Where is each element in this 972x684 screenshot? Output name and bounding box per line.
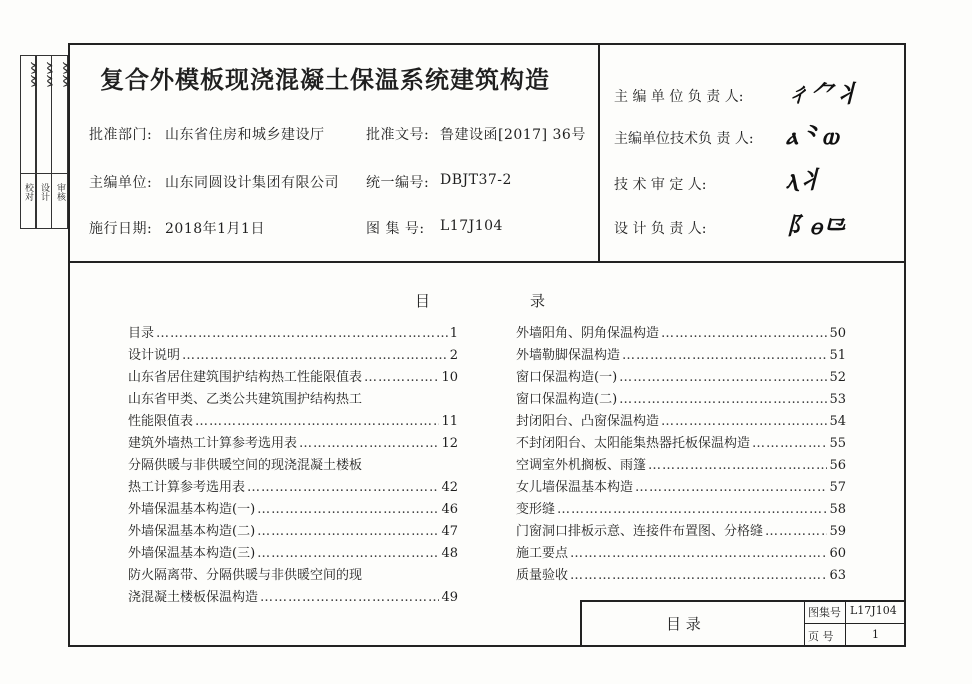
toc-item[interactable]: [128, 476, 458, 498]
binding-label-review: 审核: [55, 183, 65, 201]
toc-item-title: 外墙勒脚保温构造: [516, 348, 621, 363]
binding-strip: [20, 43, 71, 229]
toc-item[interactable]: [128, 322, 458, 344]
toc-item-title: 浇混凝土楼板保温构造: [128, 590, 259, 605]
toc-item-title: 山东省居住建筑围护结构热工性能限值表: [128, 370, 363, 385]
toc-item[interactable]: [128, 454, 458, 476]
atlas-no-label: 图 集 号:: [366, 221, 425, 237]
toc-item[interactable]: [516, 476, 846, 498]
toc-item-page: 54: [829, 414, 846, 429]
toc-item[interactable]: [516, 454, 846, 476]
binding-label-design: 设计: [39, 183, 49, 201]
toc-item-title: 热工计算参考选用表: [128, 480, 246, 495]
binding-signature-mark: 〻〻: [24, 61, 39, 87]
approval-dept-value: 山东省住房和城乡建设厅: [165, 127, 325, 143]
toc-item[interactable]: [516, 432, 846, 454]
responsible-label-design-head: 设 计 负 责 人:: [614, 221, 707, 237]
binding-row-divider: [20, 173, 68, 174]
toc-item-title: 女儿墙保温基本构造: [516, 480, 634, 495]
effective-date-label: 施行日期:: [89, 221, 153, 237]
document-title: 复合外模板现浇混凝土保温系统建筑构造: [100, 65, 550, 94]
toc-item-title: 目录: [128, 326, 155, 341]
binding-signature-mark: 〻〻: [40, 61, 55, 87]
toc-item-page: 63: [829, 568, 846, 583]
frame-divider-vertical: [598, 43, 600, 261]
toc-item-page: 60: [829, 546, 846, 561]
toc-item[interactable]: [516, 344, 846, 366]
title-block-atlas-label: 图集号: [808, 606, 841, 619]
toc-item[interactable]: [128, 586, 458, 608]
toc-item[interactable]: [128, 410, 458, 432]
toc-item-title: 分隔供暖与非供暖空间的现浇混凝土楼板: [128, 458, 363, 473]
toc-item-page: 58: [829, 502, 846, 517]
signature-unit-head: ㄔ⺈⺦: [786, 79, 858, 108]
toc-item-page: 46: [441, 502, 458, 517]
toc-item-title: 防火隔离带、分隔供暖与非供暖空间的现: [128, 568, 363, 583]
toc-item[interactable]: [516, 520, 846, 542]
toc-item-title: 山东省甲类、乙类公共建筑围护结构热工: [128, 392, 363, 407]
toc-item-title: 空调室外机搁板、雨篷: [516, 458, 647, 473]
toc-item-page: 2: [449, 348, 458, 363]
toc-item-title: 外墙保温基本构造(三): [128, 546, 256, 561]
responsible-label-unit-head: 主 编 单 位 负 责 人:: [614, 89, 744, 105]
toc-item[interactable]: [128, 564, 458, 586]
toc-item-page: 57: [829, 480, 846, 495]
toc-item-page: 53: [829, 392, 846, 407]
editor-unit-label: 主编单位:: [89, 175, 153, 191]
toc-item-title: 外墙保温基本构造(二): [128, 524, 256, 539]
toc-item[interactable]: [516, 498, 846, 520]
toc-item-page: 12: [441, 436, 458, 451]
approval-no-label: 批准文号:: [366, 127, 430, 143]
toc-item[interactable]: [516, 542, 846, 564]
toc-item-title: 建筑外墙热工计算参考选用表: [128, 436, 298, 451]
toc-item-title: 质量验收: [516, 568, 569, 583]
signature-design-head: ⻖ⲑ⺋: [786, 211, 846, 240]
title-block-sheet-title: 目 录: [666, 615, 701, 633]
toc-item-page: 48: [441, 546, 458, 561]
binding-signature-mark: 〻〻: [56, 61, 71, 87]
toc-item-page: 59: [829, 524, 846, 539]
toc-item-title: 不封闭阳台、太阳能集热器托板保温构造: [516, 436, 751, 451]
toc-item-page: 47: [441, 524, 458, 539]
responsible-label-tech-head: 主编单位技术负 责 人:: [614, 131, 754, 147]
toc-item-title: 外墙保温基本构造(一): [128, 502, 256, 517]
toc-item-title: 性能限值表: [128, 414, 194, 429]
toc-item-title: 窗口保温构造(二): [516, 392, 618, 407]
title-block: [580, 600, 906, 647]
approval-no-value: 鲁建设函[2017] 36号: [440, 127, 586, 143]
toc-item[interactable]: [128, 388, 458, 410]
unified-no-value: DBJT37-2: [440, 172, 512, 188]
toc-item[interactable]: [516, 388, 846, 410]
toc-item[interactable]: [516, 366, 846, 388]
toc-item[interactable]: [516, 410, 846, 432]
editor-unit-value: 山东同圆设计集团有限公司: [165, 175, 339, 191]
toc-item-title: 门窗洞口排板示意、连接件布置图、分格缝: [516, 524, 764, 539]
responsible-label-reviewer: 技 术 审 定 人:: [614, 177, 707, 193]
toc-item[interactable]: [128, 366, 458, 388]
title-block-atlas-value: L17J104: [850, 604, 897, 617]
toc-item-page: 10: [441, 370, 458, 385]
toc-item-title: 窗口保温构造(一): [516, 370, 618, 385]
signature-tech-head: ⲁ⺀ⲱ: [786, 121, 839, 150]
toc-item-title: 设计说明: [128, 348, 181, 363]
toc-item-page: 56: [829, 458, 846, 473]
toc-item-page: 1: [449, 326, 458, 341]
title-block-page-label: 页 号: [808, 630, 834, 643]
toc-item-page: 50: [829, 326, 846, 341]
toc-item[interactable]: [516, 564, 846, 586]
toc-item[interactable]: [128, 520, 458, 542]
toc-item[interactable]: [128, 542, 458, 564]
toc-item-title: 变形缝: [516, 502, 556, 517]
toc-item[interactable]: [128, 344, 458, 366]
frame-divider-horizontal: [68, 261, 906, 263]
toc-item-title: 外墙阳角、阴角保温构造: [516, 326, 660, 341]
toc-item-page: 42: [441, 480, 458, 495]
effective-date-value: 2018年1月1日: [165, 221, 265, 237]
unified-no-label: 统一编号:: [366, 175, 430, 191]
toc-item-title: 施工要点: [516, 546, 569, 561]
approval-dept-label: 批准部门:: [89, 127, 153, 143]
toc-heading-char-1: 目: [415, 292, 431, 310]
atlas-no-value: L17J104: [440, 218, 503, 234]
toc-heading-char-2: 录: [530, 292, 546, 310]
toc-item-page: 49: [441, 590, 458, 605]
toc-item-page: 52: [829, 370, 846, 385]
toc-item-page: 11: [441, 414, 458, 429]
binding-label-check: 校对: [23, 183, 33, 201]
toc-item-page: 55: [829, 436, 846, 451]
title-block-page-value: 1: [872, 628, 879, 641]
signature-reviewer: ⲗ⺦: [786, 165, 822, 194]
toc-item[interactable]: [128, 498, 458, 520]
toc-item[interactable]: [516, 322, 846, 344]
toc-item-page: 51: [829, 348, 846, 363]
toc-item[interactable]: [128, 432, 458, 454]
toc-item-title: 封闭阳台、凸窗保温构造: [516, 414, 660, 429]
